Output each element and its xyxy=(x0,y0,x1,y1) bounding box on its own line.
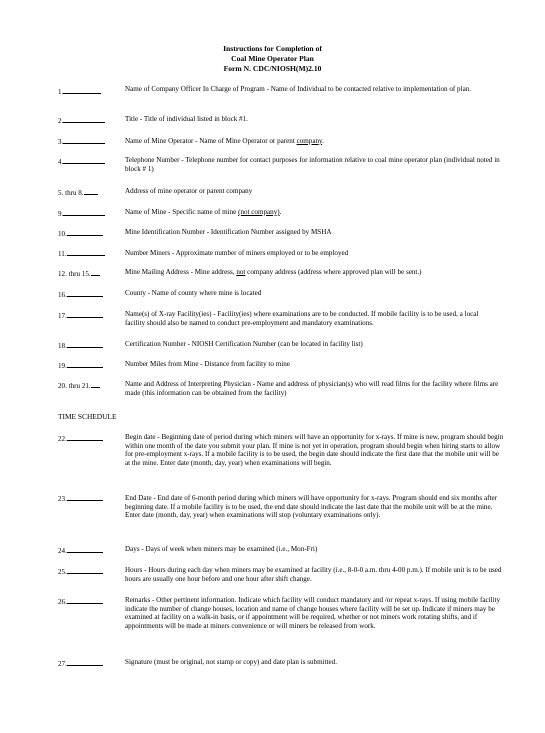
item-26-text: Remarks - Other pertinent information. Indicate which facility will conduct mandatory and /or repeat x-rays. If using mobile facility indicate the number of change houses, location and name of change houses where facility will be set up. Indicate if miners may be examined at facility on a walk-in basis, or if appointment will be required, whether or not miners work rotating shifts, and if appointments will be made at miners convenience or will miners be released from work. xyxy=(125,596,501,630)
item-24-text: Days - Days of week when miners may be examined (i.e., Mon-Fri) xyxy=(125,545,318,553)
item-10-number: 10. xyxy=(58,229,108,239)
item-23-number: 23. xyxy=(58,494,108,504)
item-18-text: Certification Number - NIOSH Certification Number (can be located in facility list) xyxy=(125,340,363,348)
item-25-text: Hours - Hours during each day when miners may be examined at facility (i.e., 8-0-0 a.m. thru 4-00 p.m.). If mobile unit is to be used hours are usually one hour before and one hour after shift change. xyxy=(125,566,502,583)
item-2-text: Title - Title of individual listed in block #1. xyxy=(125,115,248,123)
item-27-number: 27. xyxy=(58,659,108,669)
doc-title-line2: Coal Mine Operator Plan xyxy=(231,54,314,63)
item-3-text: Name of Mine Operator - Name of Mine Operator or parent company. xyxy=(125,137,324,145)
item-4-number: 4. xyxy=(58,157,108,167)
item-22-number: 22. xyxy=(58,434,108,444)
item-22-text: Begin date - Beginning date of period during which miners will have an opportunity for x-rays. If mine is new, program should begin within one month of the date you submit your plan. If mine is not yet in operation, program should begin when hiring starts to allow for pre-employment x-rays. If a mobile facility is to be used, the begin date should indicate the first date that the mobile unit will be at the mine. Enter date (month, day, year) when examinations will begin. xyxy=(125,433,504,467)
item-16-text: County - Name of county where mine is located xyxy=(125,289,262,297)
item-12-15-text: Mine Mailing Address - Mine address, not company address (address where approved plan will be sent.) xyxy=(125,268,422,276)
item-16-number: 16. xyxy=(58,290,108,300)
item-17-text: Name(s) of X-ray Facility(ies) - Facility(ies) where examinations are to be conducted. If mobile facility is to be used, a local facility should also be named to conduct pre-employment and mandatory examinations. xyxy=(125,310,479,327)
item-1-number: 1. xyxy=(58,87,108,97)
doc-title-line3: Form N. CDC/NIOSH(M)2.10 xyxy=(223,64,322,73)
item-2-number: 2. xyxy=(58,116,108,126)
item-1-text: Name of Company Officer In Charge of Program - Name of Individual to be contacted relative to implementation of plan. xyxy=(125,85,472,93)
item-5-8-number: 5. thru 8. xyxy=(58,188,108,198)
item-9-text: Name of Mine - Specific name of mine (not company). xyxy=(125,208,282,216)
item-20-21-text: Name and Address of Interpreting Physician - Name and address of physician(s) who will read films for the facility where films are made (this information can be obtained from the facility) xyxy=(125,380,499,397)
doc-title-line1: Instructions for Completion of xyxy=(223,44,322,53)
item-4-text: Telephone Number - Telephone number for contact purposes for information relative to coal mine operator plan (individual noted in block # 1) xyxy=(125,156,500,173)
item-18-number: 18. xyxy=(58,341,108,351)
item-17-number: 17. xyxy=(58,311,108,321)
item-9-number: 9. xyxy=(58,209,108,219)
item-10-text: Mine Identification Number - Identification Number assigned by MSHA xyxy=(125,228,332,236)
item-11-text: Number Miners - Approximate number of miners employed or to be employed xyxy=(125,249,349,257)
item-11-number: 11. xyxy=(58,249,108,259)
time-schedule-heading: TIME SCHEDULE xyxy=(58,412,117,421)
item-27-text: Signature (must be original, not stamp or copy) and date plan is submitted. xyxy=(125,658,337,666)
item-19-number: 19. xyxy=(58,361,108,371)
item-20-21-number: 20. thru 21. xyxy=(58,381,108,391)
item-25-number: 25. xyxy=(58,567,108,577)
item-26-number: 26. xyxy=(58,597,108,607)
item-23-text: End Date - End date of 6-month period during which miners will have opportunity for x-rays. Program should end six months after beginning date. If a mobile facility is to be used, the end date should indicate the last date that the mobile unit will be at the mine. Enter date (month, day, year) when examinations will stop (voluntary examinations only). xyxy=(125,494,497,520)
item-5-8-text: Address of mine operator or parent company xyxy=(125,187,253,195)
item-3-number: 3. xyxy=(58,137,108,147)
item-24-number: 24. xyxy=(58,546,108,556)
item-19-text: Number Miles from Mine - Distance from facility to mine xyxy=(125,360,290,368)
item-12-15-number: 12. thru 15. xyxy=(58,269,108,279)
